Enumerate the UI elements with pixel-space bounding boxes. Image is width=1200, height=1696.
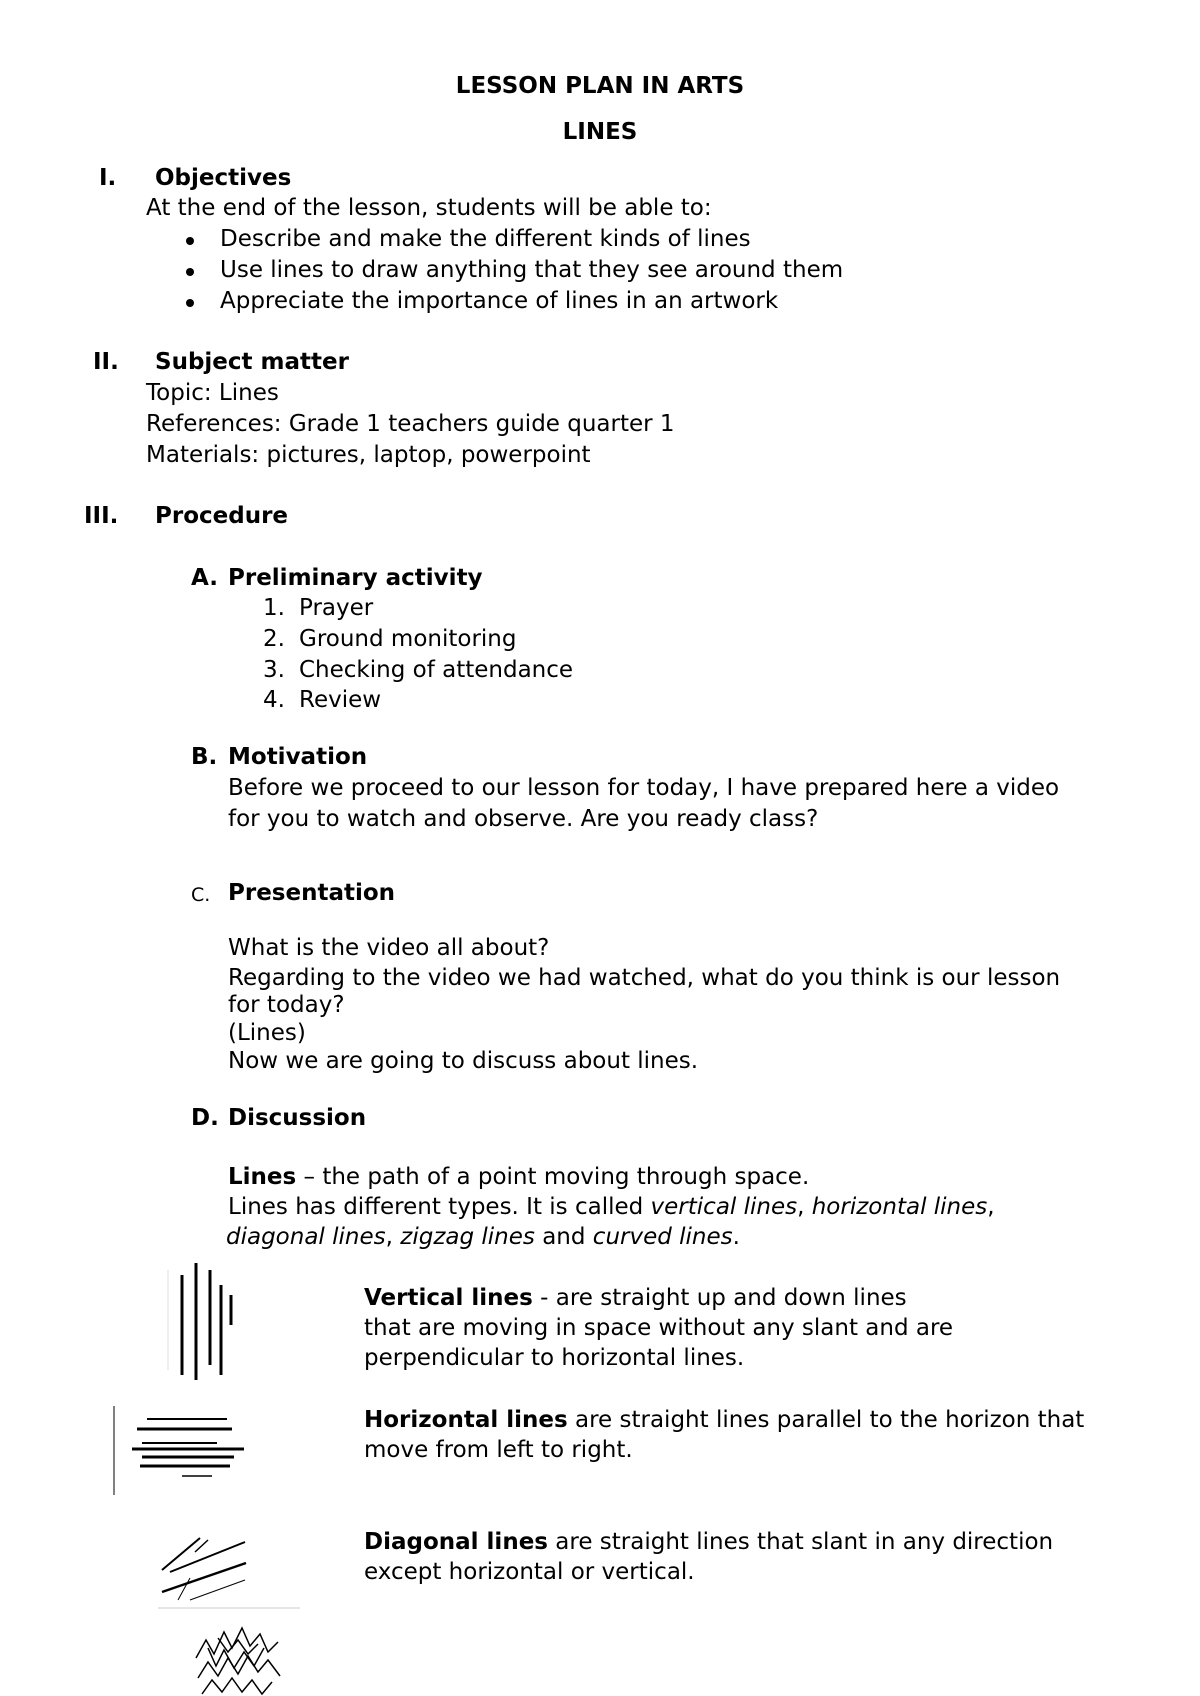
horizontal-lines-illustration [112,1403,252,1498]
materials-line: Materials: pictures, laptop, powerpoint [146,442,591,468]
section-heading: Subject matter [155,349,349,375]
presentation-text: for today? [228,992,345,1018]
lines-definition: Lines – the path of a point moving through space. [228,1164,810,1190]
subsection-letter: C. [191,884,211,906]
subsection-heading: Preliminary activity [228,565,483,591]
presentation-text: Now we are going to discuss about lines. [228,1048,699,1074]
document-subtitle: LINES [562,119,638,145]
diagonal-lines-description: Diagonal lines are straight lines that slant in any direction [364,1529,1054,1555]
vertical-lines-description: that are moving in space without any slant and are [364,1315,954,1341]
presentation-text: What is the video all about? [228,935,550,961]
section-numeral: III. [84,503,119,529]
bullet-icon [186,237,194,245]
subsection-letter: B. [191,744,218,770]
horizontal-lines-description: move from left to right. [364,1437,633,1463]
presentation-text: Regarding to the video we had watched, what do you think is our lesson [228,965,1061,991]
section-numeral: I. [99,165,117,191]
diagonal-lines-description: except horizontal or vertical. [364,1559,695,1585]
references-line: References: Grade 1 teachers guide quarter 1 [146,411,675,437]
topic-line: Topic: Lines [146,380,279,406]
vertical-lines-description: Vertical lines - are straight up and down lines [364,1285,907,1311]
motivation-text: Before we proceed to our lesson for today, I have prepared here a video [228,775,1060,801]
horizontal-lines-description: Horizontal lines are straight lines parallel to the horizon that [364,1407,1085,1433]
line-types-intro: Lines has different types. It is called vertical lines, horizontal lines, [228,1194,995,1220]
bullet-icon [186,268,194,276]
subsection-letter: D. [191,1105,219,1131]
section-numeral: II. [93,349,119,375]
subsection-letter: A. [191,565,218,591]
objectives-intro: At the end of the lesson, students will be able to: [146,195,712,221]
section-heading: Objectives [155,165,292,191]
vertical-lines-illustration [158,1255,248,1385]
subsection-heading: Motivation [228,744,368,770]
subsection-heading: Presentation [228,880,396,906]
section-heading: Procedure [155,503,289,529]
subsection-heading: Discussion [228,1105,367,1131]
vertical-lines-description: perpendicular to horizontal lines. [364,1345,745,1371]
motivation-text: for you to watch and observe. Are you ready class? [228,806,819,832]
line-types-intro: diagonal lines, zigzag lines and curved lines. [226,1224,740,1250]
presentation-text: (Lines) [228,1020,306,1046]
zigzag-lines-illustration [188,1618,288,1696]
bullet-icon [186,299,194,307]
document-title: LESSON PLAN IN ARTS [455,73,745,99]
diagonal-lines-illustration [150,1530,310,1610]
